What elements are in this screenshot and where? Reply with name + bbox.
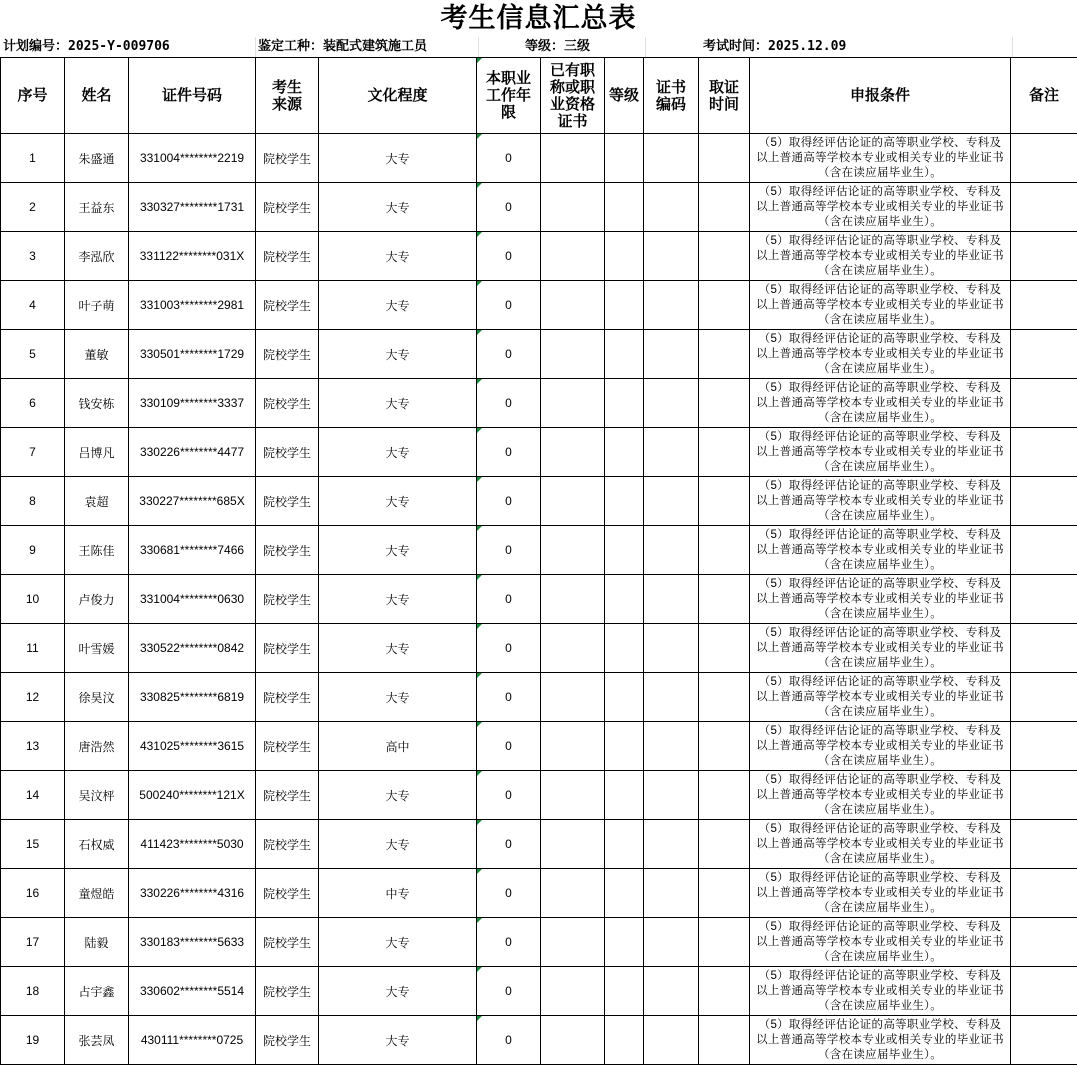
- cell-condition: （5）取得经评估论证的高等职业学校、专科及以上普通高等学校本专业或相关专业的毕业证书（含在读应届毕业生）。: [750, 575, 1011, 624]
- cell-no: 6: [1, 379, 65, 428]
- header-no: 序号: [1, 58, 65, 134]
- cell-name: 袁超: [65, 477, 129, 526]
- cell-remark: [1011, 330, 1077, 379]
- cell-name: 徐昊汶: [65, 673, 129, 722]
- cell-source: 院校学生: [256, 771, 319, 820]
- cell-level: [605, 477, 644, 526]
- cell-no: 10: [1, 575, 65, 624]
- cell-education: 大专: [319, 575, 477, 624]
- cell-source: 院校学生: [256, 624, 319, 673]
- cell-remark: [1011, 673, 1077, 722]
- cell-id: 330226********4477: [129, 428, 256, 477]
- cell-cert-code: [644, 918, 699, 967]
- cell-years: 0: [477, 134, 541, 183]
- cell-remark: [1011, 820, 1077, 869]
- cell-remark: [1011, 1016, 1077, 1065]
- cell-cert: [541, 183, 605, 232]
- cell-condition: （5）取得经评估论证的高等职业学校、专科及以上普通高等学校本专业或相关专业的毕业证书（含在读应届毕业生）。: [750, 428, 1011, 477]
- cell-level: [605, 134, 644, 183]
- cell-condition: （5）取得经评估论证的高等职业学校、专科及以上普通高等学校本专业或相关专业的毕业证书（含在读应届毕业生）。: [750, 673, 1011, 722]
- cell-remark: [1011, 869, 1077, 918]
- cell-education: 大专: [319, 428, 477, 477]
- cell-cert: [541, 281, 605, 330]
- table-row: [1, 379, 1077, 428]
- cell-remark: [1011, 526, 1077, 575]
- cell-cert: [541, 869, 605, 918]
- cell-cert: [541, 232, 605, 281]
- table-row: [1, 967, 1077, 1016]
- table-row: [1, 918, 1077, 967]
- cell-no: 17: [1, 918, 65, 967]
- cell-years: 0: [477, 771, 541, 820]
- table-row: [1, 428, 1077, 477]
- cell-cert-time: [699, 673, 750, 722]
- cell-level: [605, 820, 644, 869]
- cell-no: 16: [1, 869, 65, 918]
- exam-time: 考试时间：2025.12.09: [703, 39, 847, 54]
- cell-cert: [541, 771, 605, 820]
- cell-cert-code: [644, 624, 699, 673]
- cell-level: [605, 428, 644, 477]
- cell-education: 高中: [319, 722, 477, 771]
- cell-condition: （5）取得经评估论证的高等职业学校、专科及以上普通高等学校本专业或相关专业的毕业证书（含在读应届毕业生）。: [750, 526, 1011, 575]
- cell-cert: [541, 918, 605, 967]
- job-type: 鉴定工种：装配式建筑施工员: [258, 39, 428, 54]
- cell-cert: [541, 428, 605, 477]
- cell-id: 330681********7466: [129, 526, 256, 575]
- cell-cert: [541, 624, 605, 673]
- header-id: 证件号码: [129, 58, 256, 134]
- cell-no: 8: [1, 477, 65, 526]
- cell-cert-time: [699, 869, 750, 918]
- header-name: 姓名: [65, 58, 129, 134]
- cell-level: [605, 379, 644, 428]
- cell-name: 董敏: [65, 330, 129, 379]
- cell-condition: （5）取得经评估论证的高等职业学校、专科及以上普通高等学校本专业或相关专业的毕业证书（含在读应届毕业生）。: [750, 1016, 1011, 1065]
- cell-source: 院校学生: [256, 1016, 319, 1065]
- cell-id: 330109********3337: [129, 379, 256, 428]
- cell-level: [605, 526, 644, 575]
- cell-source: 院校学生: [256, 232, 319, 281]
- cell-remark: [1011, 771, 1077, 820]
- cell-cert: [541, 673, 605, 722]
- cell-condition: （5）取得经评估论证的高等职业学校、专科及以上普通高等学校本专业或相关专业的毕业证书（含在读应届毕业生）。: [750, 624, 1011, 673]
- cell-name: 吴汶枰: [65, 771, 129, 820]
- candidate-table: [0, 57, 1077, 1065]
- cell-education: 大专: [319, 1016, 477, 1065]
- table-row: [1, 624, 1077, 673]
- cell-cert: [541, 379, 605, 428]
- cell-years: 0: [477, 428, 541, 477]
- header-remark: 备注: [1011, 58, 1077, 134]
- cell-source: 院校学生: [256, 722, 319, 771]
- cell-source: 院校学生: [256, 820, 319, 869]
- table-row: [1, 820, 1077, 869]
- cell-years: 0: [477, 624, 541, 673]
- cell-cert-time: [699, 526, 750, 575]
- cell-cert: [541, 820, 605, 869]
- cell-remark: [1011, 918, 1077, 967]
- cell-name: 叶子萌: [65, 281, 129, 330]
- cell-cert: [541, 575, 605, 624]
- cell-id: 331004********2219: [129, 134, 256, 183]
- header-row: [1, 58, 1077, 134]
- cell-education: 大专: [319, 526, 477, 575]
- cell-remark: [1011, 967, 1077, 1016]
- cell-level: [605, 869, 644, 918]
- cell-id: 330522********0842: [129, 624, 256, 673]
- cell-id: 330227********685X: [129, 477, 256, 526]
- cell-cert-code: [644, 820, 699, 869]
- header-cert-text: 已有职称或职业资格证书: [549, 60, 595, 130]
- header-source-text: 考生来源: [271, 77, 302, 113]
- cell-remark: [1011, 281, 1077, 330]
- table-row: [1, 330, 1077, 379]
- cell-level: [605, 1016, 644, 1065]
- cell-years: 0: [477, 722, 541, 771]
- cell-name: 叶雪媛: [65, 624, 129, 673]
- cell-cert-code: [644, 281, 699, 330]
- cell-name: 钱安栋: [65, 379, 129, 428]
- cell-no: 7: [1, 428, 65, 477]
- cell-cert: [541, 967, 605, 1016]
- header-years: [477, 58, 541, 134]
- cell-id: 430111********0725: [129, 1016, 256, 1065]
- sheet-title: 考生信息汇总表: [440, 3, 637, 34]
- cell-cert-code: [644, 134, 699, 183]
- header-years-text: 本职业工作年限: [485, 69, 531, 121]
- header-condition: 申报条件: [750, 58, 1011, 134]
- cell-education: 中专: [319, 869, 477, 918]
- cell-education: 大专: [319, 379, 477, 428]
- cell-condition: （5）取得经评估论证的高等职业学校、专科及以上普通高等学校本专业或相关专业的毕业证书（含在读应届毕业生）。: [750, 379, 1011, 428]
- cell-cert: [541, 722, 605, 771]
- table-row: [1, 134, 1077, 183]
- cell-cert-time: [699, 820, 750, 869]
- cell-level: [605, 183, 644, 232]
- cell-years: 0: [477, 232, 541, 281]
- cell-no: 13: [1, 722, 65, 771]
- cell-id: 331122********031X: [129, 232, 256, 281]
- cell-years: 0: [477, 575, 541, 624]
- cell-no: 1: [1, 134, 65, 183]
- cell-no: 18: [1, 967, 65, 1016]
- cell-cert: [541, 526, 605, 575]
- cell-level: [605, 330, 644, 379]
- cell-years: 0: [477, 869, 541, 918]
- cell-level: [605, 967, 644, 1016]
- cell-cert-time: [699, 428, 750, 477]
- cell-years: 0: [477, 379, 541, 428]
- cell-source: 院校学生: [256, 428, 319, 477]
- cell-years: 0: [477, 281, 541, 330]
- cell-cert-time: [699, 281, 750, 330]
- cell-source: 院校学生: [256, 281, 319, 330]
- header-level: [605, 58, 644, 134]
- cell-level: [605, 918, 644, 967]
- table-row: [1, 232, 1077, 281]
- cell-cert-code: [644, 967, 699, 1016]
- cell-cert-code: [644, 673, 699, 722]
- cell-remark: [1011, 183, 1077, 232]
- cell-cert-time: [699, 722, 750, 771]
- cell-years: 0: [477, 967, 541, 1016]
- cell-source: 院校学生: [256, 330, 319, 379]
- cell-remark: [1011, 575, 1077, 624]
- cell-education: 大专: [319, 771, 477, 820]
- cell-level: [605, 771, 644, 820]
- cell-cert-code: [644, 575, 699, 624]
- cell-cert: [541, 134, 605, 183]
- cell-name: 王陈佳: [65, 526, 129, 575]
- cell-condition: （5）取得经评估论证的高等职业学校、专科及以上普通高等学校本专业或相关专业的毕业证书（含在读应届毕业生）。: [750, 918, 1011, 967]
- cell-remark: [1011, 624, 1077, 673]
- cell-education: 大专: [319, 624, 477, 673]
- cell-education: 大专: [319, 967, 477, 1016]
- cell-cert-code: [644, 330, 699, 379]
- cell-condition: （5）取得经评估论证的高等职业学校、专科及以上普通高等学校本专业或相关专业的毕业证书（含在读应届毕业生）。: [750, 330, 1011, 379]
- cell-cert-code: [644, 526, 699, 575]
- cell-remark: [1011, 134, 1077, 183]
- cell-remark: [1011, 232, 1077, 281]
- header-level-text: 等级: [608, 86, 639, 104]
- cell-level: [605, 722, 644, 771]
- cell-cert-code: [644, 183, 699, 232]
- cell-cert-time: [699, 575, 750, 624]
- cell-years: 0: [477, 183, 541, 232]
- cell-name: 朱盛通: [65, 134, 129, 183]
- header-cert-time: [699, 58, 750, 134]
- table-row: [1, 575, 1077, 624]
- cell-cert-time: [699, 379, 750, 428]
- cell-cert-code: [644, 477, 699, 526]
- cell-cert-time: [699, 1016, 750, 1065]
- cell-id: 330602********5514: [129, 967, 256, 1016]
- cell-condition: （5）取得经评估论证的高等职业学校、专科及以上普通高等学校本专业或相关专业的毕业证书（含在读应届毕业生）。: [750, 869, 1011, 918]
- cell-id: 330501********1729: [129, 330, 256, 379]
- cell-level: [605, 281, 644, 330]
- table-row: [1, 722, 1077, 771]
- cell-source: 院校学生: [256, 967, 319, 1016]
- cell-cert-time: [699, 183, 750, 232]
- cell-cert-code: [644, 428, 699, 477]
- cell-level: [605, 624, 644, 673]
- cell-level: [605, 575, 644, 624]
- table-row: [1, 771, 1077, 820]
- cell-level: [605, 232, 644, 281]
- cell-education: 大专: [319, 281, 477, 330]
- cell-condition: （5）取得经评估论证的高等职业学校、专科及以上普通高等学校本专业或相关专业的毕业证书（含在读应届毕业生）。: [750, 722, 1011, 771]
- cell-cert: [541, 1016, 605, 1065]
- cell-no: 19: [1, 1016, 65, 1065]
- header-cert: [541, 58, 605, 134]
- cell-years: 0: [477, 1016, 541, 1065]
- cell-source: 院校学生: [256, 673, 319, 722]
- cell-name: 卢俊力: [65, 575, 129, 624]
- header-source: [256, 58, 319, 134]
- cell-id: 331003********2981: [129, 281, 256, 330]
- cell-condition: （5）取得经评估论证的高等职业学校、专科及以上普通高等学校本专业或相关专业的毕业证书（含在读应届毕业生）。: [750, 183, 1011, 232]
- cell-condition: （5）取得经评估论证的高等职业学校、专科及以上普通高等学校本专业或相关专业的毕业证书（含在读应届毕业生）。: [750, 477, 1011, 526]
- table-row: [1, 183, 1077, 232]
- cell-no: 4: [1, 281, 65, 330]
- cell-id: 330825********6819: [129, 673, 256, 722]
- cell-cert-code: [644, 232, 699, 281]
- cell-cert-code: [644, 379, 699, 428]
- table-body: [1, 134, 1077, 1065]
- cell-remark: [1011, 722, 1077, 771]
- cell-cert-code: [644, 869, 699, 918]
- cell-cert-time: [699, 918, 750, 967]
- cell-education: 大专: [319, 330, 477, 379]
- cell-remark: [1011, 477, 1077, 526]
- cell-name: 陆毅: [65, 918, 129, 967]
- cell-source: 院校学生: [256, 918, 319, 967]
- cell-id: 330183********5633: [129, 918, 256, 967]
- cell-cert-code: [644, 722, 699, 771]
- cell-no: 15: [1, 820, 65, 869]
- header-cert-code-text: 证书编码: [655, 77, 686, 113]
- cell-cert-time: [699, 134, 750, 183]
- cell-source: 院校学生: [256, 379, 319, 428]
- cell-education: 大专: [319, 820, 477, 869]
- cell-no: 11: [1, 624, 65, 673]
- cell-remark: [1011, 379, 1077, 428]
- cell-name: 石权威: [65, 820, 129, 869]
- cell-source: 院校学生: [256, 869, 319, 918]
- cell-name: 吕博凡: [65, 428, 129, 477]
- cell-source: 院校学生: [256, 575, 319, 624]
- table-row: [1, 477, 1077, 526]
- cell-name: 唐浩然: [65, 722, 129, 771]
- cell-name: 李泓欣: [65, 232, 129, 281]
- cell-remark: [1011, 428, 1077, 477]
- cell-source: 院校学生: [256, 526, 319, 575]
- cell-level: [605, 673, 644, 722]
- cell-cert-time: [699, 967, 750, 1016]
- cell-years: 0: [477, 820, 541, 869]
- cell-cert-code: [644, 1016, 699, 1065]
- header-cert-code: [644, 58, 699, 134]
- cell-name: 童煜皓: [65, 869, 129, 918]
- cell-condition: （5）取得经评估论证的高等职业学校、专科及以上普通高等学校本专业或相关专业的毕业证书（含在读应届毕业生）。: [750, 771, 1011, 820]
- cell-years: 0: [477, 330, 541, 379]
- cell-id: 431025********3615: [129, 722, 256, 771]
- cell-cert-time: [699, 771, 750, 820]
- cell-cert-time: [699, 477, 750, 526]
- cell-education: 大专: [319, 477, 477, 526]
- cell-id: 330327********1731: [129, 183, 256, 232]
- table-row: [1, 1016, 1077, 1065]
- grade-level: 等级：三级: [525, 39, 591, 54]
- cell-no: 2: [1, 183, 65, 232]
- header-cert-time-text: 取证时间: [708, 77, 739, 113]
- cell-years: 0: [477, 526, 541, 575]
- cell-id: 331004********0630: [129, 575, 256, 624]
- cell-id: 500240********121X: [129, 771, 256, 820]
- cell-name: 占宇鑫: [65, 967, 129, 1016]
- cell-id: 411423********5030: [129, 820, 256, 869]
- cell-no: 14: [1, 771, 65, 820]
- cell-source: 院校学生: [256, 477, 319, 526]
- cell-name: 王益东: [65, 183, 129, 232]
- cell-years: 0: [477, 477, 541, 526]
- table-row: [1, 526, 1077, 575]
- cell-id: 330226********4316: [129, 869, 256, 918]
- cell-condition: （5）取得经评估论证的高等职业学校、专科及以上普通高等学校本专业或相关专业的毕业证书（含在读应届毕业生）。: [750, 134, 1011, 183]
- cell-source: 院校学生: [256, 183, 319, 232]
- cell-cert-time: [699, 232, 750, 281]
- cell-name: 张芸凤: [65, 1016, 129, 1065]
- cell-cert-time: [699, 330, 750, 379]
- table-row: [1, 673, 1077, 722]
- cell-education: 大专: [319, 232, 477, 281]
- header-education: 文化程度: [319, 58, 477, 134]
- cell-condition: （5）取得经评估论证的高等职业学校、专科及以上普通高等学校本专业或相关专业的毕业证书（含在读应届毕业生）。: [750, 967, 1011, 1016]
- cell-cert-code: [644, 771, 699, 820]
- cell-no: 9: [1, 526, 65, 575]
- plan-number: 计划编号：2025-Y-009706: [3, 39, 170, 54]
- cell-condition: （5）取得经评估论证的高等职业学校、专科及以上普通高等学校本专业或相关专业的毕业证书（含在读应届毕业生）。: [750, 232, 1011, 281]
- cell-no: 3: [1, 232, 65, 281]
- table-row: [1, 281, 1077, 330]
- cell-education: 大专: [319, 183, 477, 232]
- cell-no: 12: [1, 673, 65, 722]
- cell-cert: [541, 330, 605, 379]
- cell-source: 院校学生: [256, 134, 319, 183]
- cell-condition: （5）取得经评估论证的高等职业学校、专科及以上普通高等学校本专业或相关专业的毕业证书（含在读应届毕业生）。: [750, 281, 1011, 330]
- cell-cert-time: [699, 624, 750, 673]
- cell-years: 0: [477, 918, 541, 967]
- table-row: [1, 869, 1077, 918]
- cell-education: 大专: [319, 673, 477, 722]
- cell-years: 0: [477, 673, 541, 722]
- cell-education: 大专: [319, 134, 477, 183]
- cell-no: 5: [1, 330, 65, 379]
- cell-cert: [541, 477, 605, 526]
- cell-condition: （5）取得经评估论证的高等职业学校、专科及以上普通高等学校本专业或相关专业的毕业证书（含在读应届毕业生）。: [750, 820, 1011, 869]
- cell-education: 大专: [319, 918, 477, 967]
